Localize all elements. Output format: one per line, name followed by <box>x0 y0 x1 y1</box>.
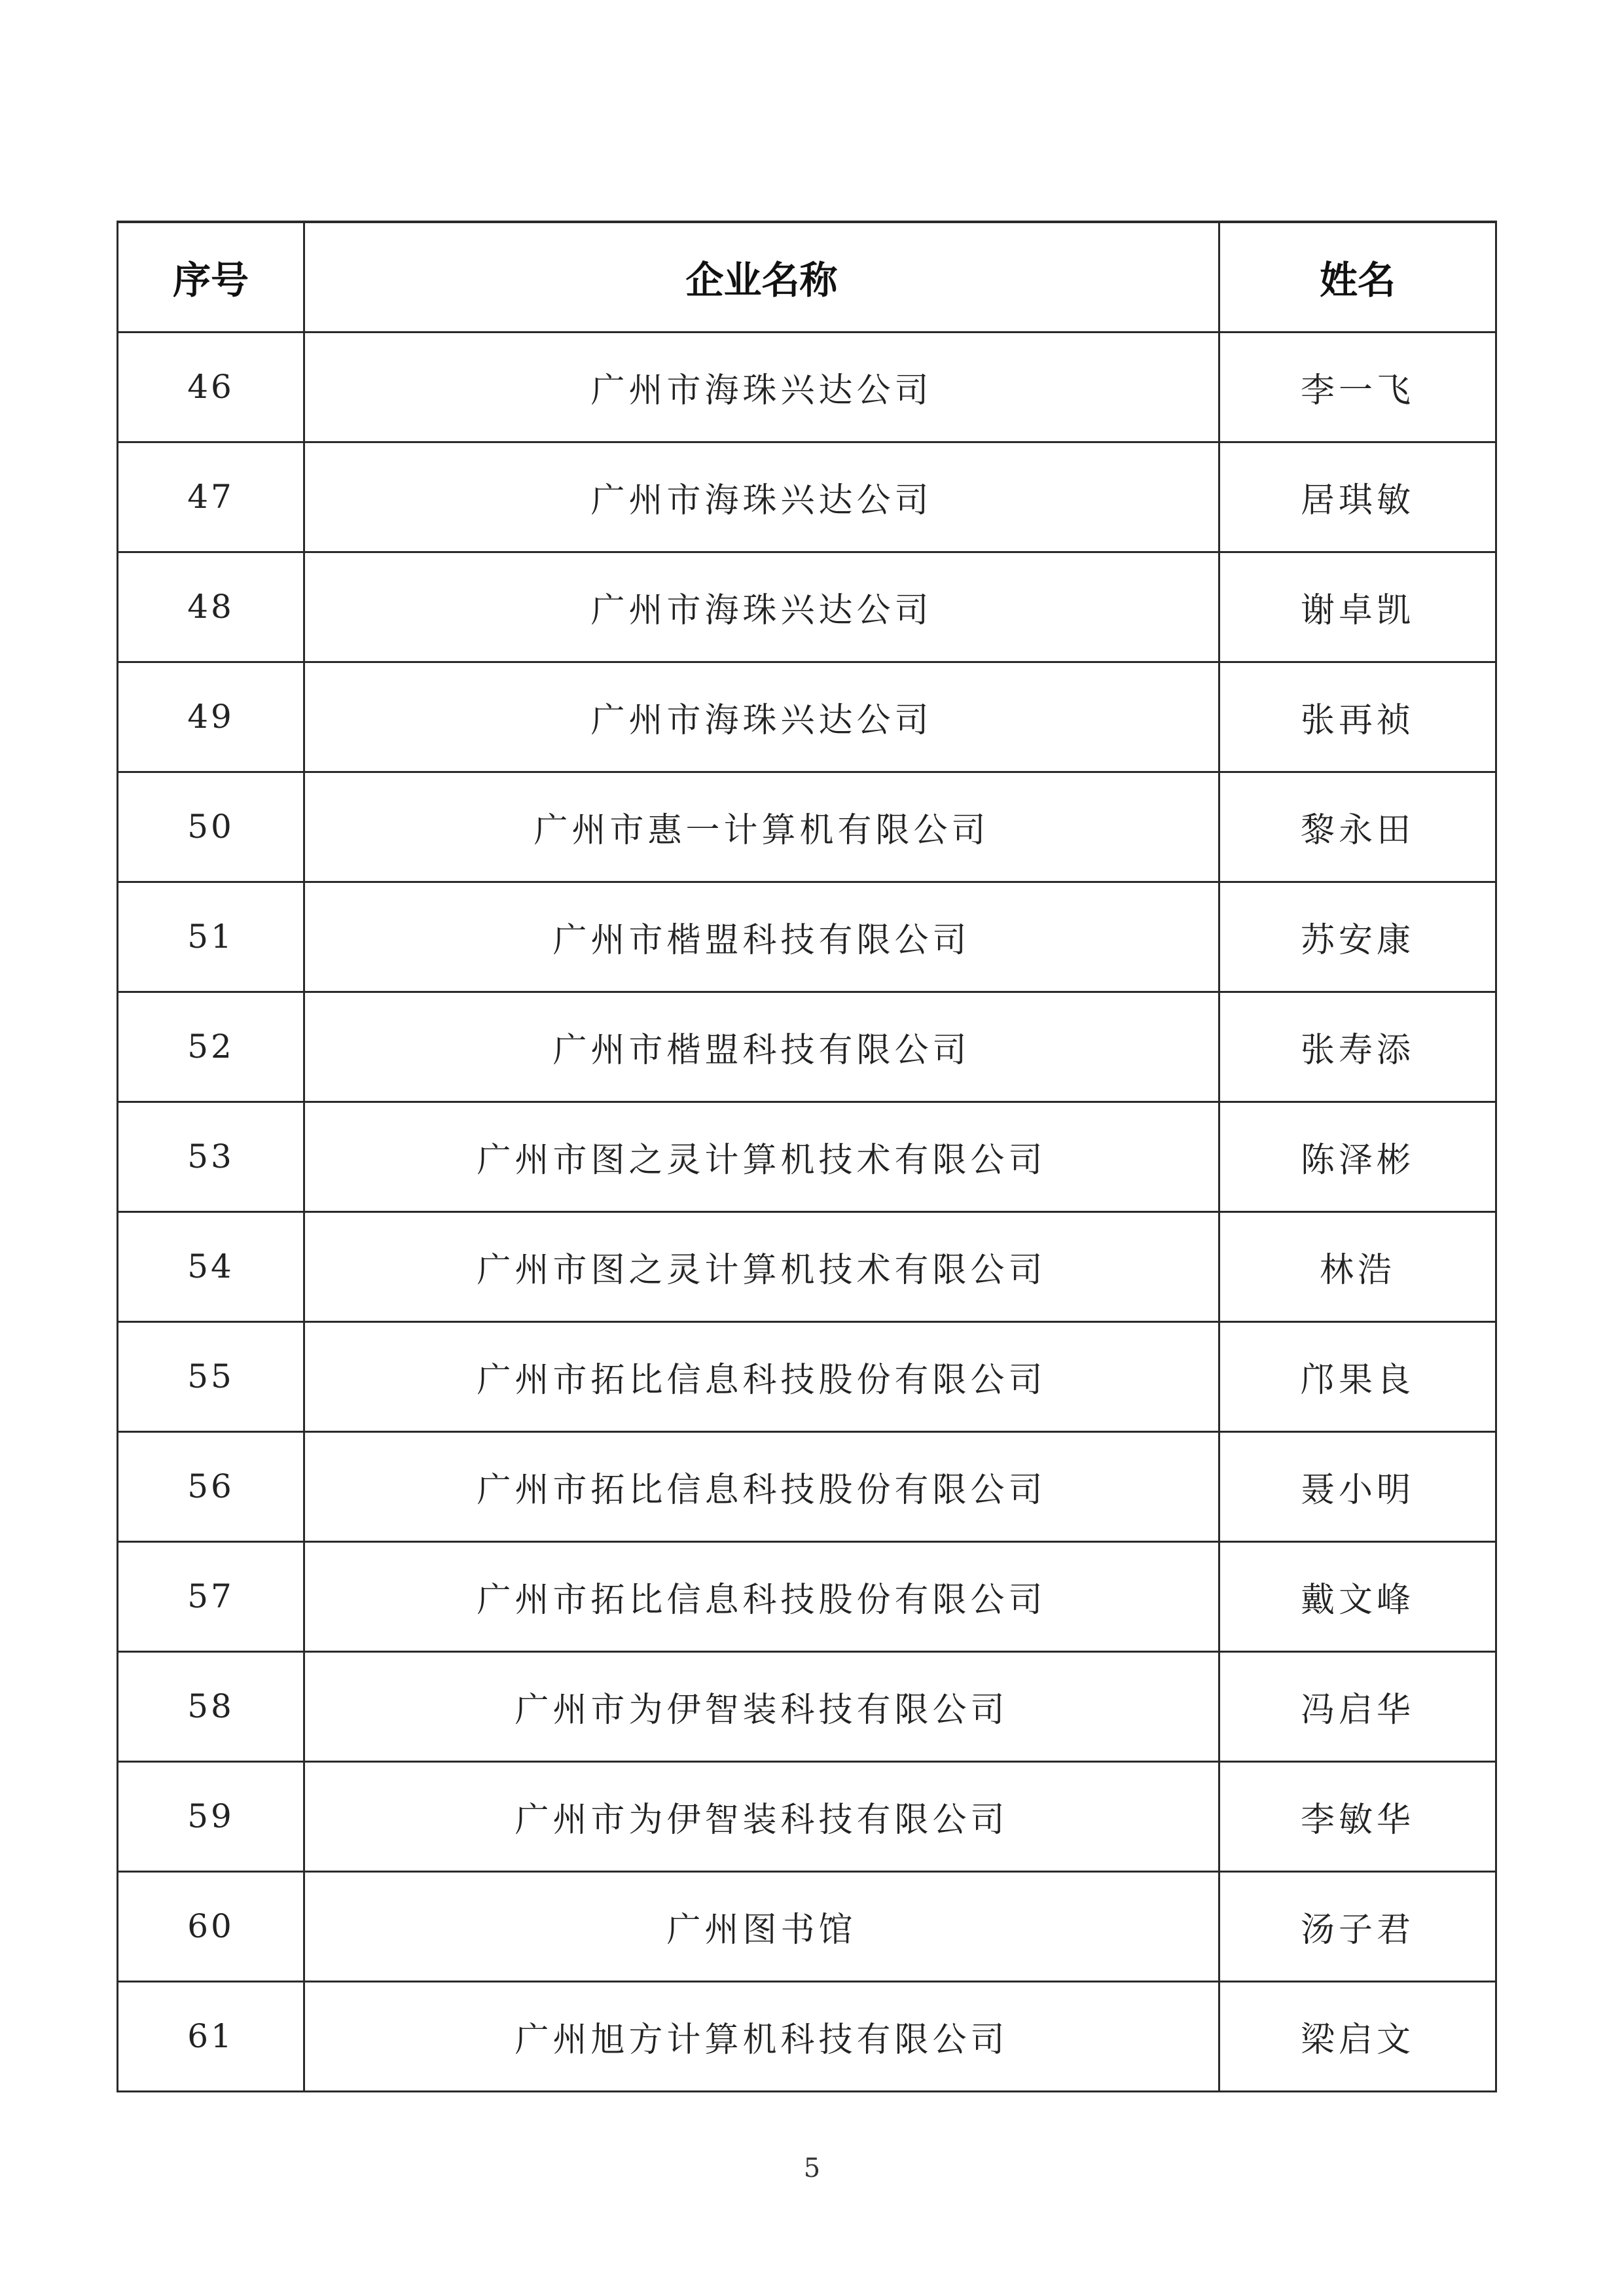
table-row <box>118 772 1496 882</box>
row-name: 李敏华 <box>1219 1761 1496 1871</box>
row-seq: 59 <box>118 1761 304 1871</box>
row-seq: 52 <box>118 992 304 1102</box>
table-row <box>118 1211 1496 1321</box>
row-name: 张寿添 <box>1219 992 1496 1102</box>
row-name: 李一飞 <box>1219 332 1496 442</box>
row-name: 黎永田 <box>1219 772 1496 882</box>
row-name: 苏安康 <box>1219 882 1496 992</box>
row-seq: 51 <box>118 882 304 992</box>
row-seq: 60 <box>118 1871 304 1981</box>
row-name: 聂小明 <box>1219 1431 1496 1541</box>
table-row <box>118 662 1496 772</box>
row-company: 广州市楷盟科技有限公司 <box>304 992 1219 1102</box>
row-name: 邝果良 <box>1219 1321 1496 1431</box>
header-name: 姓名 <box>1219 222 1496 332</box>
row-company: 广州市图之灵计算机技术有限公司 <box>304 1102 1219 1211</box>
row-seq: 57 <box>118 1541 304 1651</box>
row-name: 居琪敏 <box>1219 442 1496 552</box>
row-company: 广州市拓比信息科技股份有限公司 <box>304 1321 1219 1431</box>
row-company: 广州市楷盟科技有限公司 <box>304 882 1219 992</box>
page-number: 5 <box>803 2153 821 2183</box>
personnel-table <box>117 221 1497 2092</box>
row-company: 广州市拓比信息科技股份有限公司 <box>304 1431 1219 1541</box>
row-name: 张再祯 <box>1219 662 1496 772</box>
row-company: 广州市图之灵计算机技术有限公司 <box>304 1211 1219 1321</box>
table-row <box>118 552 1496 662</box>
row-name: 谢卓凯 <box>1219 552 1496 662</box>
row-company: 广州市为伊智装科技有限公司 <box>304 1761 1219 1871</box>
table-row <box>118 882 1496 992</box>
row-company: 广州旭方计算机科技有限公司 <box>304 1981 1219 2091</box>
row-seq: 56 <box>118 1431 304 1541</box>
row-seq: 50 <box>118 772 304 882</box>
row-company: 广州市海珠兴达公司 <box>304 332 1219 442</box>
row-seq: 58 <box>118 1651 304 1761</box>
table-header <box>118 222 1496 332</box>
row-seq: 61 <box>118 1981 304 2091</box>
table-row <box>118 1321 1496 1431</box>
row-seq: 54 <box>118 1211 304 1321</box>
row-seq: 49 <box>118 662 304 772</box>
header-seq: 序号 <box>118 222 304 332</box>
row-name: 梁启文 <box>1219 1981 1496 2091</box>
row-name: 陈泽彬 <box>1219 1102 1496 1211</box>
row-company: 广州市海珠兴达公司 <box>304 442 1219 552</box>
row-name: 林浩 <box>1219 1211 1496 1321</box>
table-row <box>118 992 1496 1102</box>
table-row <box>118 332 1496 442</box>
row-company: 广州市海珠兴达公司 <box>304 552 1219 662</box>
row-company: 广州市拓比信息科技股份有限公司 <box>304 1541 1219 1651</box>
table-body <box>118 332 1496 2091</box>
row-company: 广州图书馆 <box>304 1871 1219 1981</box>
row-seq: 55 <box>118 1321 304 1431</box>
table-row <box>118 1651 1496 1761</box>
row-name: 冯启华 <box>1219 1651 1496 1761</box>
table-row <box>118 1761 1496 1871</box>
table-row <box>118 442 1496 552</box>
table-row <box>118 1981 1496 2091</box>
table-row <box>118 1541 1496 1651</box>
table-row <box>118 1871 1496 1981</box>
header-row <box>118 222 1496 332</box>
row-seq: 46 <box>118 332 304 442</box>
row-company: 广州市惠一计算机有限公司 <box>304 772 1219 882</box>
table-row <box>118 1431 1496 1541</box>
header-company: 企业名称 <box>304 222 1219 332</box>
row-seq: 47 <box>118 442 304 552</box>
row-company: 广州市海珠兴达公司 <box>304 662 1219 772</box>
row-seq: 53 <box>118 1102 304 1211</box>
row-company: 广州市为伊智装科技有限公司 <box>304 1651 1219 1761</box>
row-name: 戴文峰 <box>1219 1541 1496 1651</box>
table-row <box>118 1102 1496 1211</box>
row-name: 汤子君 <box>1219 1871 1496 1981</box>
row-seq: 48 <box>118 552 304 662</box>
